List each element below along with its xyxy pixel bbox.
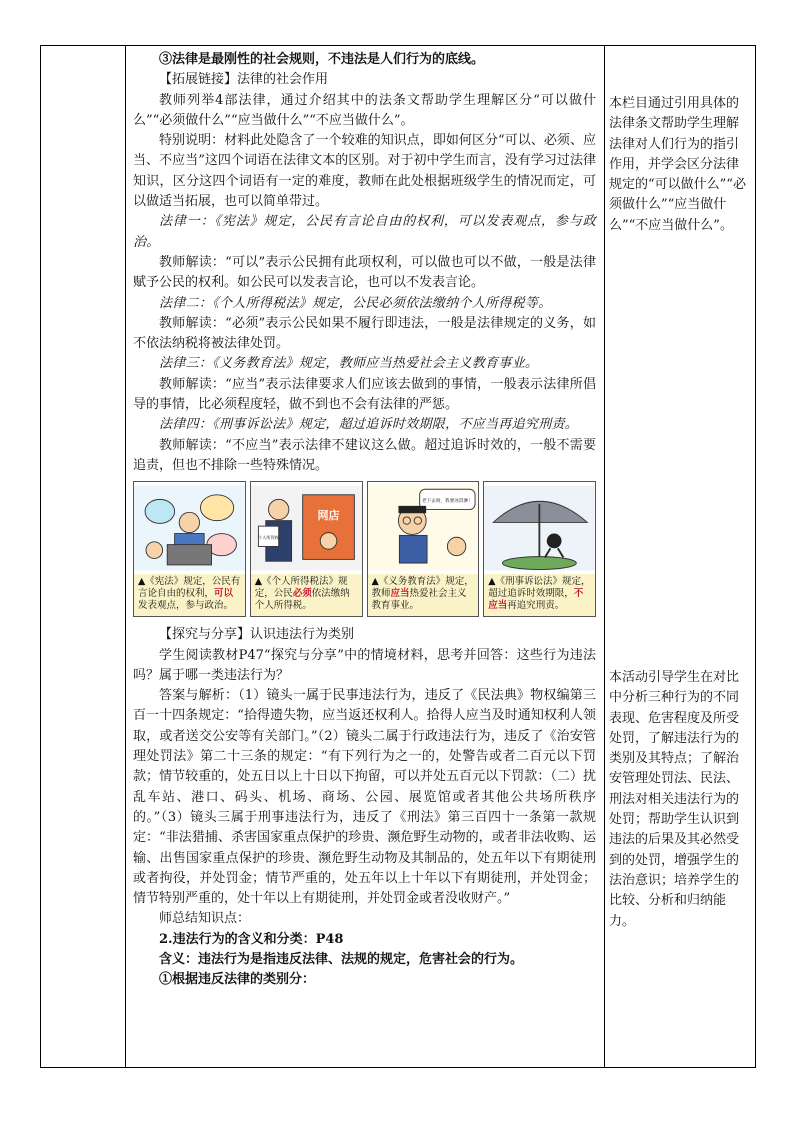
caption-education-b: 热爱社会主义教育事业。 <box>371 588 467 612</box>
teacher-reading-three: 教师解读：“应当”表示法律要求人们应该去做到的事情，一般表示法律所倡导的事情，比必须程度轻，做不到也不会有法律的严惩。 <box>133 376 596 413</box>
teacher-reading-two: 教师解读：“必须”表示公民如果不履行即违法，一般是法律规定的义务，如不依法纳税将被法律处罚。 <box>133 315 596 352</box>
illustration-panel-constitution <box>133 481 246 617</box>
explore-share-heading <box>133 625 596 645</box>
classification-by-law-type: ①根据违反法律的类别分： <box>159 972 316 988</box>
teacher-summary-label: 师总结知识点： <box>159 911 251 927</box>
main-content-column <box>125 46 604 991</box>
illustration-panel-criminal <box>483 481 596 617</box>
caption-criminal-keyword: 不应当 <box>488 588 584 612</box>
teacher-reading-one: 教师解读：“可以”表示公民拥有此项权利，可以做也可以不做，一般是法律赋予公民的权利。如公民可以发表言论，也可以不发表言论。 <box>133 254 596 291</box>
explore-share-text: 认识违法行为类别 <box>250 627 355 643</box>
lesson-table <box>40 45 756 1068</box>
caption-income-tax-keyword: 必须 <box>292 588 312 600</box>
caption-criminal-a: ▲《刑事诉讼法》规定，超过追诉时效期限， <box>488 576 591 600</box>
caption-constitution-a: ▲《宪法》规定，公民有言论自由的权利， <box>138 576 241 600</box>
design-notes-column <box>604 46 754 1067</box>
education-cartoon-image <box>368 482 479 574</box>
speech-bubble-text: 老下去呀，我要冰淇淋！ <box>421 499 473 505</box>
explore-share-bracket: 【探究与分享】 <box>159 627 251 643</box>
caption-criminal <box>484 574 595 616</box>
student-reading-task: 学生阅读教材P47“探究与分享”中的情境材料，思考并回答：这些行为违法吗？属于哪一类违法行为？ <box>133 647 596 683</box>
caption-education <box>368 574 479 616</box>
teacher-reading-four: 教师解读：“不应当”表示法律不建议这么做。超过追诉时效的，一般不需要追责，但也不排除一些特殊情况。 <box>133 437 596 473</box>
note-law-guidance: 本栏目通过引用具体的法律条文帮助学生理解法律对人们行为的指引作用，并学会区分法律规定的“可以做什么”“必须做什么”“应当做什么”“不应当做什么”。 <box>609 96 746 233</box>
caption-income-tax-b: 依法缴纳个人所得税。 <box>254 588 350 612</box>
caption-education-a: ▲《义务教育法》规定，教师 <box>371 576 474 600</box>
special-note-paragraph: 特别说明：材料此处隐含了一个较难的知识点，即如何区分“可以、必须、应当、不应当”这四个词语在法律文本的区别。对于初中学生而言，没有学习过法律知识，区分这四个词语有一定的难度，教师在此处根据班级学生的情况而定，可以做适当拓展，也可以简单带过。 <box>133 133 596 210</box>
law-four: 法律四：《刑事诉讼法》规定，超过追诉时效期限，不应当再追究刑责。 <box>159 417 579 433</box>
illustration-panel-education <box>367 481 480 617</box>
income-tax-cartoon-image <box>251 482 362 574</box>
caption-constitution-b: 发表观点，参与政治。 <box>138 600 234 612</box>
criminal-procedure-cartoon-image <box>484 482 595 574</box>
expand-link-heading <box>133 70 596 90</box>
law-one: 法律一：《宪法》规定，公民有言论自由的权利，可以发表观点，参与政治。 <box>133 214 596 250</box>
caption-income-tax-a: ▲《个人所得税法》规定，公民 <box>254 576 348 600</box>
law-three: 法律三：《义务教育法》规定，教师应当热爱社会主义教育事业。 <box>159 356 539 372</box>
illustration-panel-income-tax <box>250 481 363 617</box>
caption-constitution-keyword: 可以 <box>214 588 234 600</box>
shop-sign-text: 网店 <box>317 509 340 523</box>
note-activity-purpose: 本活动引导学生在对比中分析三种行为的不同表现、危害程度及所受处罚，了解违法行为的类别及其特点；了解治安管理处罚法、民法、刑法对相关违法行为的处罚；帮助学生认识到违法的后果及其必然受到的处罚，增强学生的法治意识；培养学生的比较、分析和归纳能力。 <box>609 670 740 929</box>
illegal-behavior-heading: 2.违法行为的含义和分类：P48 <box>159 931 344 947</box>
caption-education-keyword: 应当 <box>390 588 410 600</box>
caption-income-tax <box>251 574 362 616</box>
caption-criminal-b: 再追究刑责。 <box>507 600 565 612</box>
illustration-strip <box>133 481 596 617</box>
teacher-intro-paragraph: 教师列举4部法律，通过介绍其中的法条文帮助学生理解区分“可以做什么”“必须做什么”“应当做什么”“不应当做什么”。 <box>133 92 596 128</box>
caption-constitution <box>134 574 245 616</box>
answer-analysis: 答案与解析：（1）镜头一属于民事违法行为，违反了《民法典》物权编第三百一十四条规定：“拾得遗失物，应当返还权利人。拾得人应当及时通知权利人领取，或者送交公安等有关部门。”（2）镜头二属于行政违法行为，违反了《治安管理处罚法》第二十三条的规定：“有下列行为之一的，处警告或者二百元以下罚款；情节较重的，处五日以上十日以下拘留，可以并处五百元以下罚款：（二）扰乱车站、港口、码头、机场、商场、公园、展览馆或者其他公共场所秩序的。”（3）镜头三属于刑事违法行为，违反了《刑法》第三百四十一条第一款规定：“非法猎捕、杀害国家重点保护的珍贵、濒危野生动物的，或者非法收购、运输、出售国家重点保护的珍贵、濒危野生动物及其制品的，处五年以下有期徒刑或者拘役，并处罚金；情节严重的，处五年以上十年以下有期徒刑，并处罚金；情节特别严重的，处十年以上有期徒刑，并处罚金或者没收财产。” <box>133 688 596 907</box>
law-baseline-point: ③法律是最刚性的社会规则，不违法是人们行为的底线。 <box>159 52 485 67</box>
law-two: 法律二：《个人所得税法》规定，公民必须依法缴纳个人所得税等。 <box>159 295 552 311</box>
expand-link-text: 法律的社会作用 <box>237 72 329 88</box>
expand-link-bracket: 【拓展链接】 <box>159 72 238 88</box>
illegal-behavior-definition: 含义：违法行为是指违反法律、法规的规定，危害社会的行为。 <box>159 951 524 967</box>
tax-sign-text: 个人所得税 <box>257 535 279 541</box>
constitution-cartoon-image <box>134 482 245 574</box>
